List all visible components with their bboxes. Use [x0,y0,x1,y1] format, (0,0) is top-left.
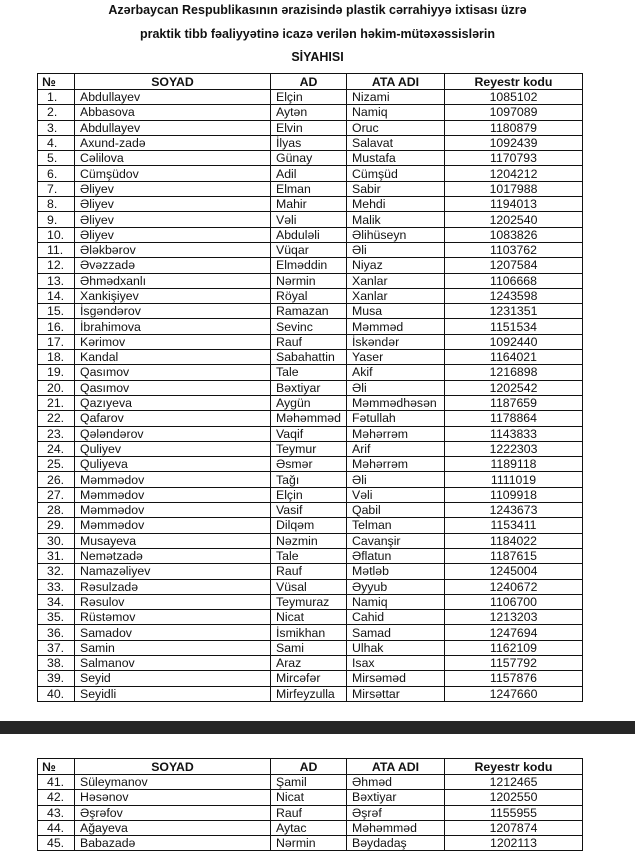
table-row [38,258,583,273]
cell-registry-code: 1216898 [445,365,583,380]
table-row [38,533,583,548]
table-row [38,487,583,502]
table-row [38,380,583,395]
cell-registry-code: 1194013 [445,197,583,212]
cell-patronymic: Mustafa [347,151,445,166]
cell-surname: Babazadə [75,836,271,851]
cell-surname: Quliyev [75,441,271,456]
cell-name: Araz [271,655,347,670]
cell-registry-code: 1143833 [445,426,583,441]
cell-name: Sevinc [271,319,347,334]
cell-registry-code: 1178864 [445,411,583,426]
table-row [38,227,583,242]
table-row [38,426,583,441]
cell-name: Elman [271,181,347,196]
cell-number: 32. [38,564,75,579]
cell-patronymic: Əyyub [347,579,445,594]
column-header-number: № [38,759,75,775]
cell-registry-code: 1083826 [445,227,583,242]
cell-registry-code: 1189118 [445,457,583,472]
cell-registry-code: 1085102 [445,90,583,105]
cell-patronymic: Namiq [347,594,445,609]
cell-patronymic: Nizami [347,90,445,105]
cell-registry-code: 1180879 [445,120,583,135]
cell-number: 12. [38,258,75,273]
table-row [38,242,583,257]
cell-name: Vaqif [271,426,347,441]
cell-patronymic: Cavanşir [347,533,445,548]
cell-name: Mahir [271,197,347,212]
cell-registry-code: 1202540 [445,212,583,227]
cell-registry-code: 1106700 [445,594,583,609]
cell-surname: Qələndərov [75,426,271,441]
cell-registry-code: 1092439 [445,135,583,150]
cell-registry-code: 1222303 [445,441,583,456]
cell-number: 43. [38,805,75,820]
cell-number: 6. [38,166,75,181]
cell-number: 30. [38,533,75,548]
cell-surname: Əliyev [75,181,271,196]
cell-number: 15. [38,304,75,319]
table-row [38,105,583,120]
cell-patronymic: Oruc [347,120,445,135]
cell-name: Adil [271,166,347,181]
cell-patronymic: Ulhak [347,640,445,655]
cell-surname: Əvəzzadə [75,258,271,273]
cell-surname: Axund-zadə [75,135,271,150]
cell-number: 18. [38,350,75,365]
cell-surname: Musayeva [75,533,271,548]
table-row [38,166,583,181]
cell-name: Rauf [271,564,347,579]
cell-name: Vasif [271,503,347,518]
cell-registry-code: 1111019 [445,472,583,487]
document-title-line-1: Azərbaycan Respublikasının ərazisində plastik cərrahiyyə ixtisası üzrə [108,3,527,17]
cell-number: 44. [38,820,75,835]
cell-name: Ramazan [271,304,347,319]
cell-number: 29. [38,518,75,533]
cell-surname: Kərimov [75,334,271,349]
cell-surname: Qasımov [75,365,271,380]
cell-number: 31. [38,548,75,563]
cell-number: 39. [38,671,75,686]
table-row [38,441,583,456]
cell-registry-code: 1240672 [445,579,583,594]
cell-patronymic: Əhməd [347,775,445,790]
cell-name: Teymuraz [271,594,347,609]
cell-patronymic: Mətləb [347,564,445,579]
cell-name: Elçin [271,487,347,502]
cell-patronymic: Məhərrəm [347,426,445,441]
cell-surname: Məmmədov [75,472,271,487]
cell-surname: Məmmədov [75,503,271,518]
specialists-table-page-1 [37,73,583,702]
cell-name: Elçin [271,90,347,105]
cell-registry-code: 1207584 [445,258,583,273]
table-row [38,836,583,851]
cell-number: 16. [38,319,75,334]
cell-registry-code: 1247694 [445,625,583,640]
cell-name: Məhəmməd [271,411,347,426]
cell-number: 45. [38,836,75,851]
table-row [38,411,583,426]
cell-registry-code: 1187659 [445,395,583,410]
cell-name: Aytən [271,105,347,120]
table-row [38,334,583,349]
cell-registry-code: 1164021 [445,350,583,365]
cell-registry-code: 1155955 [445,805,583,820]
table-row [38,775,583,790]
cell-number: 3. [38,120,75,135]
table-row [38,503,583,518]
table-row [38,790,583,805]
cell-patronymic: Cümşüd [347,166,445,181]
cell-patronymic: Məmməd [347,319,445,334]
table-body [38,90,583,702]
cell-number: 2. [38,105,75,120]
cell-surname: Həsənov [75,790,271,805]
cell-surname: Samin [75,640,271,655]
cell-patronymic: Niyaz [347,258,445,273]
cell-number: 22. [38,411,75,426]
cell-patronymic: Salavat [347,135,445,150]
cell-number: 25. [38,457,75,472]
cell-name: Nərmin [271,836,347,851]
cell-registry-code: 1204212 [445,166,583,181]
cell-number: 42. [38,790,75,805]
cell-surname: Rəsulzadə [75,579,271,594]
cell-surname: Namazəliyev [75,564,271,579]
cell-number: 34. [38,594,75,609]
table-row [38,610,583,625]
cell-patronymic: Mirsəməd [347,671,445,686]
cell-patronymic: Musa [347,304,445,319]
cell-name: Nəzmin [271,533,347,548]
cell-number: 26. [38,472,75,487]
table-row [38,472,583,487]
cell-patronymic: Qabil [347,503,445,518]
cell-registry-code: 1207874 [445,820,583,835]
cell-patronymic: Yaser [347,350,445,365]
cell-surname: Salmanov [75,655,271,670]
cell-name: Tale [271,548,347,563]
cell-name: Vəli [271,212,347,227]
cell-surname: Seyidli [75,686,271,701]
cell-patronymic: Əlihüseyn [347,227,445,242]
cell-number: 7. [38,181,75,196]
table-row [38,805,583,820]
cell-patronymic: İskəndər [347,334,445,349]
cell-registry-code: 1157792 [445,655,583,670]
cell-registry-code: 1153411 [445,518,583,533]
cell-number: 21. [38,395,75,410]
cell-surname: Abbasova [75,105,271,120]
cell-number: 23. [38,426,75,441]
cell-surname: Əliyev [75,227,271,242]
table-row [38,197,583,212]
cell-number: 27. [38,487,75,502]
cell-number: 14. [38,288,75,303]
cell-registry-code: 1213203 [445,610,583,625]
cell-surname: Ələkbərov [75,242,271,257]
table-row [38,181,583,196]
cell-patronymic: Akif [347,365,445,380]
cell-surname: Qazıyeva [75,395,271,410]
table-header-row [38,759,583,775]
cell-patronymic: Vəli [347,487,445,502]
cell-patronymic: Telman [347,518,445,533]
cell-surname: Süleymanov [75,775,271,790]
table-row [38,365,583,380]
cell-name: Nərmin [271,273,347,288]
cell-number: 20. [38,380,75,395]
cell-patronymic: Xanlar [347,288,445,303]
cell-name: Vüqar [271,242,347,257]
cell-name: Elməddin [271,258,347,273]
table-row [38,564,583,579]
cell-surname: Nemətzadə [75,548,271,563]
column-header-surname: SOYAD [75,759,271,775]
table-row [38,319,583,334]
cell-surname: Məmmədov [75,518,271,533]
table-body [38,775,583,851]
cell-number: 13. [38,273,75,288]
table-row [38,273,583,288]
table-row [38,579,583,594]
cell-registry-code: 1243598 [445,288,583,303]
cell-patronymic: Əli [347,242,445,257]
cell-number: 19. [38,365,75,380]
cell-name: İsmikhan [271,625,347,640]
cell-surname: Cəlilova [75,151,271,166]
cell-registry-code: 1243673 [445,503,583,518]
table-row [38,151,583,166]
cell-surname: Əliyev [75,212,271,227]
cell-patronymic: Mirsəttar [347,686,445,701]
cell-surname: Seyid [75,671,271,686]
cell-patronymic: Namiq [347,105,445,120]
table-row [38,518,583,533]
column-header-patronymic: ATA ADI [347,74,445,90]
cell-registry-code: 1202113 [445,836,583,851]
cell-registry-code: 1202542 [445,380,583,395]
table-row [38,288,583,303]
cell-surname: Kandal [75,350,271,365]
cell-number: 28. [38,503,75,518]
cell-number: 38. [38,655,75,670]
cell-registry-code: 1157876 [445,671,583,686]
cell-registry-code: 1247660 [445,686,583,701]
cell-registry-code: 1162109 [445,640,583,655]
cell-name: Əsmər [271,457,347,472]
cell-patronymic: Mehdi [347,197,445,212]
cell-number: 36. [38,625,75,640]
cell-name: Nicat [271,790,347,805]
cell-surname: Xankişiyev [75,288,271,303]
cell-number: 9. [38,212,75,227]
cell-number: 37. [38,640,75,655]
column-header-registry-code: Reyestr kodu [445,74,583,90]
column-header-name: AD [271,759,347,775]
cell-number: 1. [38,90,75,105]
table-row [38,212,583,227]
cell-name: Abduləli [271,227,347,242]
cell-registry-code: 1170793 [445,151,583,166]
cell-surname: İsgəndərov [75,304,271,319]
table-row [38,135,583,150]
cell-registry-code: 1187615 [445,548,583,563]
cell-number: 4. [38,135,75,150]
cell-name: İlyas [271,135,347,150]
cell-patronymic: Xanlar [347,273,445,288]
cell-name: Röyal [271,288,347,303]
document-title-heading: SİYAHISI [291,50,344,64]
cell-patronymic: Məhəmməd [347,820,445,835]
cell-registry-code: 1097089 [445,105,583,120]
table-row [38,304,583,319]
cell-name: Sabahattin [271,350,347,365]
cell-name: Vüsal [271,579,347,594]
cell-name: Tale [271,365,347,380]
cell-number: 35. [38,610,75,625]
cell-registry-code: 1109918 [445,487,583,502]
table-row [38,90,583,105]
cell-surname: Qafarov [75,411,271,426]
cell-name: Sami [271,640,347,655]
cell-registry-code: 1231351 [445,304,583,319]
cell-patronymic: Məmmədhəsən [347,395,445,410]
cell-patronymic: Bəydadaş [347,836,445,851]
cell-patronymic: Məhərrəm [347,457,445,472]
table-row [38,655,583,670]
cell-surname: Rüstəmov [75,610,271,625]
cell-registry-code: 1184022 [445,533,583,548]
cell-surname: Abdullayev [75,90,271,105]
cell-registry-code: 1092440 [445,334,583,349]
cell-name: Günay [271,151,347,166]
cell-patronymic: Malik [347,212,445,227]
cell-surname: Rəsulov [75,594,271,609]
cell-name: Bəxtiyar [271,380,347,395]
cell-number: 8. [38,197,75,212]
cell-name: Tağı [271,472,347,487]
cell-name: Nicat [271,610,347,625]
specialists-table-page-2 [37,758,583,851]
cell-surname: Ağayeva [75,820,271,835]
table-header-row [38,74,583,90]
cell-surname: Quliyeva [75,457,271,472]
cell-surname: Abdullayev [75,120,271,135]
table-row [38,395,583,410]
cell-name: Mircəfər [271,671,347,686]
cell-surname: Qasımov [75,380,271,395]
cell-surname: İbrahimova [75,319,271,334]
cell-number: 41. [38,775,75,790]
cell-name: Rauf [271,805,347,820]
document-title-line-2: praktik tibb fəaliyyətinə icazə verilən həkim-mütəxəssislərin [139,27,496,41]
cell-patronymic: Bəxtiyar [347,790,445,805]
table-row [38,457,583,472]
cell-name: Şamil [271,775,347,790]
cell-name: Elvin [271,120,347,135]
cell-patronymic: Əli [347,472,445,487]
cell-registry-code: 1202550 [445,790,583,805]
column-header-patronymic: ATA ADI [347,759,445,775]
cell-patronymic: Sabir [347,181,445,196]
table-row [38,686,583,701]
cell-surname: Əşrəfov [75,805,271,820]
cell-number: 10. [38,227,75,242]
table-row [38,625,583,640]
column-header-number: № [38,74,75,90]
cell-name: Dilqəm [271,518,347,533]
page-separator [0,721,635,734]
cell-patronymic: Fətullah [347,411,445,426]
cell-number: 24. [38,441,75,456]
cell-surname: Məmmədov [75,487,271,502]
cell-patronymic: Arif [347,441,445,456]
cell-registry-code: 1151534 [445,319,583,334]
cell-registry-code: 1017988 [445,181,583,196]
table-row [38,640,583,655]
table-row [38,548,583,563]
cell-number: 33. [38,579,75,594]
cell-number: 17. [38,334,75,349]
cell-registry-code: 1106668 [445,273,583,288]
column-header-registry-code: Reyestr kodu [445,759,583,775]
cell-patronymic: Əşrəf [347,805,445,820]
table-row [38,671,583,686]
table-row [38,120,583,135]
table-row [38,820,583,835]
cell-name: Aytac [271,820,347,835]
cell-surname: Samadov [75,625,271,640]
cell-name: Mirfeyzulla [271,686,347,701]
cell-patronymic: Əli [347,380,445,395]
cell-name: Teymur [271,441,347,456]
cell-registry-code: 1103762 [445,242,583,257]
cell-patronymic: Cahid [347,610,445,625]
cell-surname: Cümşüdov [75,166,271,181]
cell-surname: Əhmədxanlı [75,273,271,288]
cell-name: Rauf [271,334,347,349]
cell-patronymic: Əflatun [347,548,445,563]
cell-number: 11. [38,242,75,257]
column-header-surname: SOYAD [75,74,271,90]
cell-surname: Əliyev [75,197,271,212]
cell-patronymic: Samad [347,625,445,640]
column-header-name: AD [271,74,347,90]
cell-name: Aygün [271,395,347,410]
cell-patronymic: Isax [347,655,445,670]
cell-registry-code: 1212465 [445,775,583,790]
table-row [38,594,583,609]
table-row [38,350,583,365]
cell-registry-code: 1245004 [445,564,583,579]
cell-number: 40. [38,686,75,701]
cell-number: 5. [38,151,75,166]
